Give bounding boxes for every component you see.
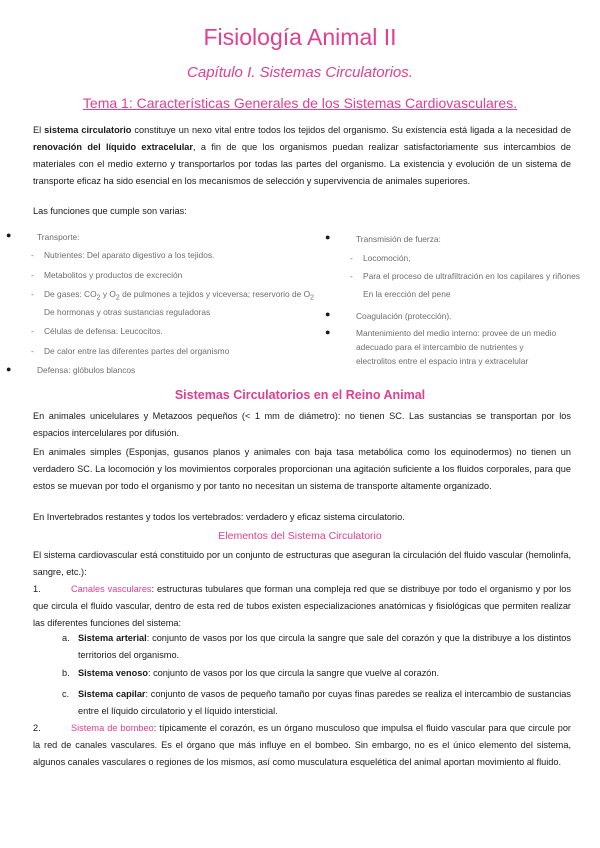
function-defensa: Defensa: glóbulos blancos [37, 365, 136, 375]
function-transporte: Transporte: [37, 232, 80, 242]
bullet-icon: ● [6, 230, 12, 240]
chapter-heading: Capítulo I. Sistemas Circulatorios. [187, 64, 413, 81]
function-mantenimiento: Mantenimiento del medio interno: provee de un medio [356, 328, 557, 338]
bullet-icon: ● [325, 327, 331, 337]
functions-intro: Las funciones que cumple son varias: [33, 206, 187, 216]
bullet-icon: ● [325, 309, 331, 319]
dash-icon: - [31, 270, 34, 280]
item-1-number: 1. [33, 584, 41, 594]
sub-metabolitos: Metabolitos y productos de excreción [44, 270, 183, 280]
reino-paragraph-3: En Invertebrados restantes y todos los vertebrados: verdadero y eficaz sistema circulatorio. [33, 512, 405, 522]
section-heading-elementos: Elementos del Sistema Circulatorio [218, 530, 382, 542]
item-canales-vasculares: Canales vasculares: estructuras tubulares que forman una compleja red que se distribuye por todo el organismo y por los que circula el fluido vascular, dentro de esta red de tubos existen especializaciones anatómicas y fisiológicas que permiten realizar las diferentes funciones del sistema: [33, 584, 571, 628]
item-sistema-capilar: Sistema capilar: conjunto de vasos de pequeño tamaño por cuyas finas paredes se realiza el intercambio de sustancias entre el líquido circulatorio y el líquido intersticial. [78, 689, 571, 716]
dash-icon: - [31, 326, 34, 336]
topic-heading: Tema 1: Características Generales de los Sistemas Cardiovasculares. [82, 95, 518, 111]
reino-paragraph-2: En animales simples (Esponjas, gusanos planos y animales con baja tasa metabólica como los equinodermos) no tienen un verdadero SC. La locomoción y los movimientos corporales proporcionan una agitación suficiente a los fluidos corporales, para que estos se muevan por todo el organismo y por tanto no necesitan un sistema de transporte altamente organizado. [33, 447, 571, 491]
item-sistema-bombeo: Sistema de bombeo: típicamente el corazón, es un órgano musculoso que impulsa el fluido vascular para que circule por la red de canales vasculares. Es el órgano que más influye en el bombeo. Sin embargo, no es el único elemento del sistema, algunos canales vasculares o regiones de los mismos, así como musculatura esquelética del animal aportan movimiento al fluido. [33, 723, 571, 767]
document-title: Fisiología Animal II [203, 24, 397, 50]
sub-celulas-defensa: Células de defensa: Leucocitos. [44, 326, 163, 336]
sub-ereccion: En la erección del pene [363, 289, 451, 299]
elementos-intro: El sistema cardiovascular está constituido por un conjunto de estructuras que aseguran la circulación del fluido vascular (hemolinfa, sangre, etc.): [33, 550, 571, 577]
dash-icon: - [31, 250, 34, 260]
sub-b-letter: b. [62, 668, 70, 678]
sub-hormonas: De hormonas y otras sustancias reguladoras [44, 307, 211, 317]
sub-calor: De calor entre las diferentes partes del organismo [44, 346, 230, 356]
term-sistema-bombeo: Sistema de bombeo [71, 723, 154, 733]
item-sistema-venoso: Sistema venoso: conjunto de vasos por los que circula la sangre que vuelve al corazón. [78, 668, 440, 678]
dash-icon: - [350, 253, 353, 263]
reino-paragraph-1: En animales unicelulares y Metazoos pequeños (< 1 mm de diámetro): no tienen SC. Las sustancias se transportan por los espacios intercelulares por difusión. [33, 411, 571, 438]
item-sistema-arterial: Sistema arterial: conjunto de vasos por los que circula la sangre que sale del corazón y que la distribuye a los distintos territorios del organismo. [78, 633, 571, 660]
term-renovacion: renovación del líquido extracelular [33, 142, 193, 152]
item-2-number: 2. [33, 723, 41, 733]
section-heading-reino: Sistemas Circulatorios en el Reino Animal [174, 388, 426, 402]
sub-gases: De gases: $CO_2$ y $O_2$ de pulmones a tejidos y viceversa; reservorio de $O_2$ [44, 289, 315, 302]
sub-a-letter: a. [62, 633, 70, 643]
function-fuerza: Transmisión de fuerza: [356, 234, 441, 244]
function-coagulacion: Coagulación (protección). [356, 311, 452, 321]
dash-icon: - [31, 289, 34, 299]
bullet-icon: ● [6, 364, 12, 374]
term-canales-vasculares: Canales vasculares [71, 584, 152, 594]
bullet-icon: ● [325, 232, 331, 242]
dash-icon: - [350, 271, 353, 281]
sub-c-letter: c. [62, 689, 70, 699]
function-mantenimiento-line3: electrolitos entre el espacio intra y extracelular [356, 356, 529, 366]
intro-paragraph: El sistema circulatorio constituye un nexo vital entre todos los tejidos del organismo. Su existencia está ligada a la necesidad de renovación del líquido extracelular, a fin de que los organismos puedan realizar satisfactoriamente sus intercambios de materiales con el medio externo y transportarlos por todas las partes del organismo. La existencia y evolución de un sistema de transporte eficaz ha sido esencial en los mecanismos de selección y supervivencia de animales superiores. [33, 125, 571, 186]
dash-icon: - [31, 346, 34, 356]
sub-ultrafiltracion: Para el proceso de ultrafiltración en los capilares y riñones [363, 271, 580, 281]
term-sistema-circulatorio: sistema circulatorio [44, 125, 132, 135]
sub-locomocion: Locomoción, [363, 253, 411, 263]
sub-nutrientes: Nutrientes: Del aparato digestivo a los tejidos. [44, 250, 215, 260]
function-mantenimiento-line2: adecuado para el intercambio de nutrientes y [356, 342, 524, 352]
